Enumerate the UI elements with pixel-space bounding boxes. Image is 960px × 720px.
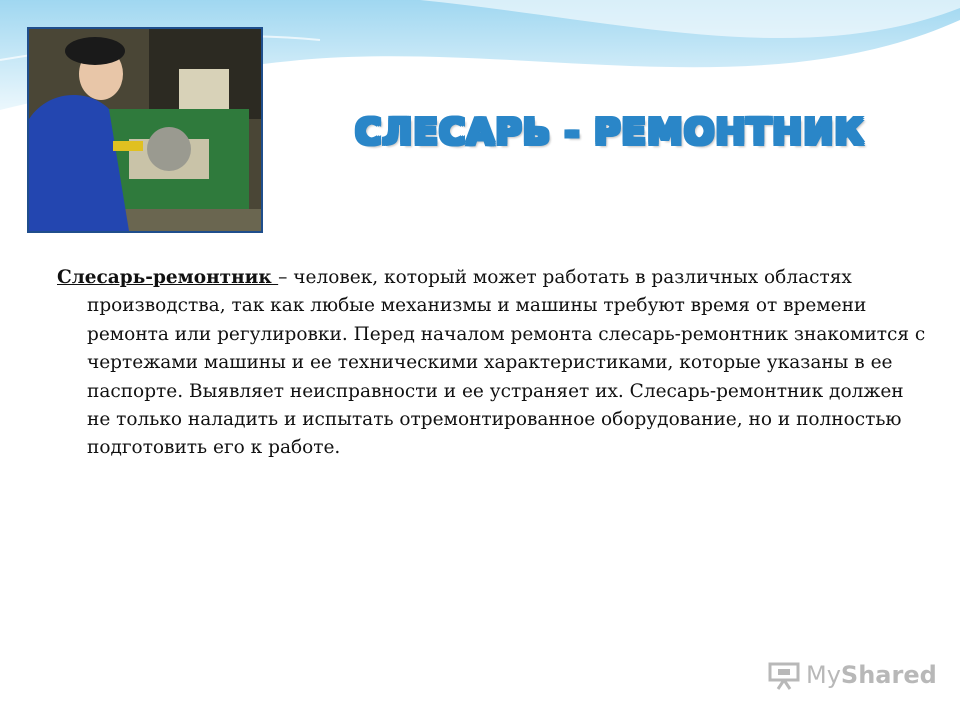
slide-title: СЛЕСАРЬ - РЕМОНТНИК <box>355 112 795 162</box>
definition-text: – человек, который может работать в различных областях производства, так как любые механизмы и машины требуют время от времени ремонта или регулировки. Перед началом ремонта слесарь-ремонтник знакомится с чертежами машины и ее техническими характеристиками, которые указаны в ее паспорте. Выявляет неисправности и ее устраняет их. Слесарь-ремонтник должен не только наладить и испытать отремонтированное оборудование, но и полностью подготовить его к работе. <box>87 267 926 459</box>
presentation-icon <box>768 660 800 690</box>
mechanic-photo <box>27 27 263 233</box>
term: Слесарь-ремонтник <box>57 267 279 288</box>
watermark-shared: Shared <box>840 661 937 689</box>
myshared-watermark <box>768 658 937 692</box>
watermark-my: My <box>806 661 841 689</box>
definition-paragraph <box>57 264 927 463</box>
